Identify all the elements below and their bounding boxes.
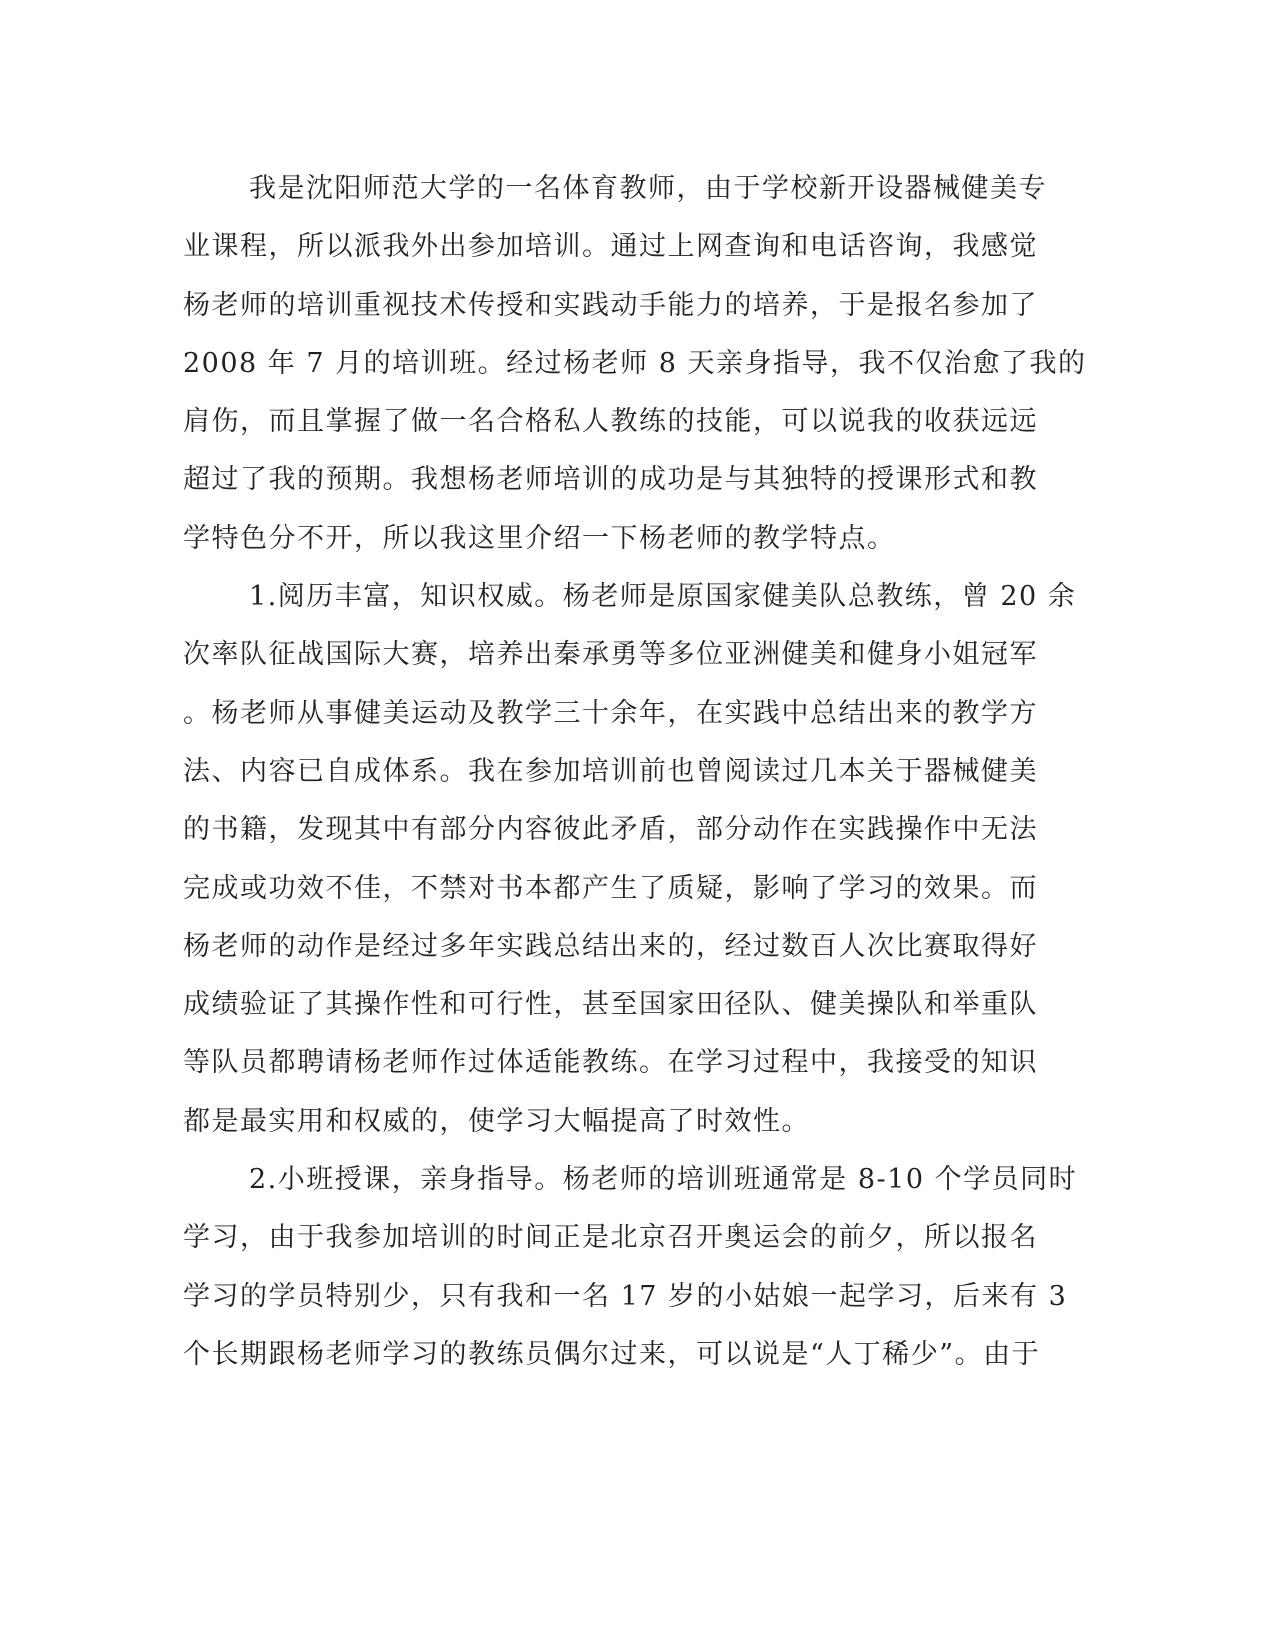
paragraph-1-line-1: 我是沈阳师范大学的一名体育教师，由于学校新开设器械健美专 [249,173,1047,204]
paragraph-3-line-4: 个长期跟杨老师学习的教练员偶尔过来，可以说是“人丁稀少”。由于 [183,1338,1041,1370]
paragraph-2-line-10: 都是最实用和权威的，使学习大幅提高了时效性。 [183,1105,810,1137]
paragraph-2-line-7: 杨老师的动作是经过多年实践总结出来的，经过数百人次比赛取得好 [183,930,1038,962]
paragraph-3-line-2: 学习，由于我参加培训的时间正是北京召开奥运会的前夕，所以报名 [183,1222,1038,1254]
paragraph-2-line-5: 的书籍，发现其中有部分内容彼此矛盾，部分动作在实践操作中无法 [183,814,1038,846]
paragraph-1-line-7: 学特色分不开，所以我这里介绍一下杨老师的教学特点。 [183,522,896,554]
paragraph-3-line-3: 学习的学员特别少，只有我和一名 17 岁的小姑娘一起学习，后来有 3 [183,1280,1068,1312]
paragraph-2-line-4: 法、内容已自成体系。我在参加培训前也曾阅读过几本关于器械健美 [183,755,1038,787]
paragraph-1-line-5: 肩伤，而且掌握了做一名合格私人教练的技能，可以说我的收获远远 [183,406,1038,438]
paragraph-1-line-2: 业课程，所以派我外出参加培训。通过上网查询和电话咨询，我感觉 [183,231,1038,263]
paragraph-2-line-1: 1.阅历丰富，知识权威。杨老师是原国家健美队总教练，曾 20 余 [249,581,1077,613]
paragraph-2-line-6: 完成或功效不佳，不禁对书本都产生了质疑，影响了学习的效果。而 [183,872,1038,904]
paragraph-1-line-3: 杨老师的培训重视技术传授和实践动手能力的培养，于是报名参加了 [183,289,1038,321]
paragraph-2-line-2: 次率队征战国际大赛，培养出秦承勇等多位亚洲健美和健身小姐冠军 [183,639,1038,671]
paragraph-2-line-9: 等队员都聘请杨老师作过体适能教练。在学习过程中，我接受的知识 [183,1047,1038,1079]
paragraph-1-line-6: 超过了我的预期。我想杨老师培训的成功是与其独特的授课形式和教 [183,464,1038,496]
paragraph-2-line-3: 。杨老师从事健美运动及教学三十余年，在实践中总结出来的教学方 [183,697,1038,729]
paragraph-2-line-8: 成绩验证了其操作性和可行性，甚至国家田径队、健美操队和举重队 [183,989,1038,1021]
paragraph-1-line-4: 2008 年 7 月的培训班。经过杨老师 8 天亲身指导，我不仅治愈了我的 [183,347,1087,379]
document-body [183,160,1087,1384]
paragraph-3-line-1: 2.小班授课，亲身指导。杨老师的培训班通常是 8-10 个学员同时 [249,1164,1078,1196]
